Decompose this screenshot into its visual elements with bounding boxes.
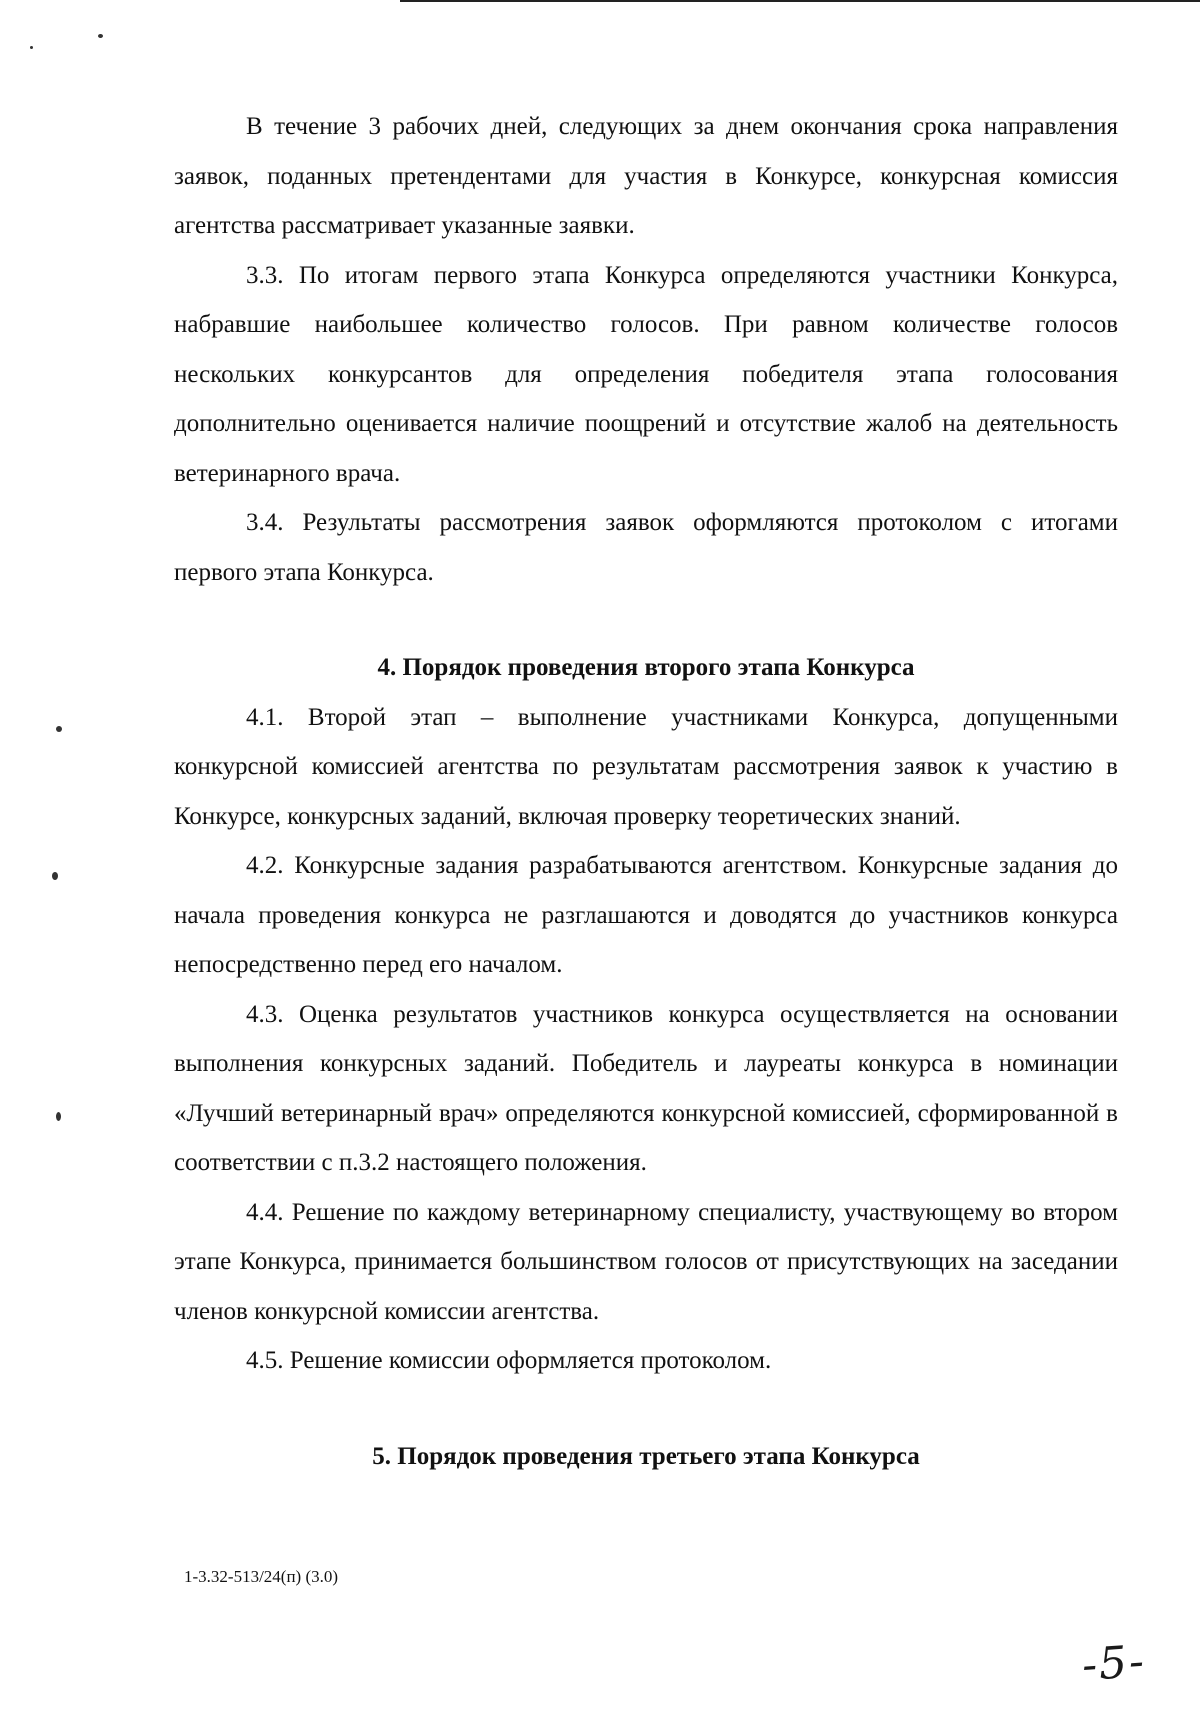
paragraph-3-4: 3.4. Результаты рассмотрения заявок оформляются протоколом с итогами первого этапа Конкурса.: [174, 509, 1118, 586]
paragraph-4-1: 4.1. Второй этап – выполнение участниками Конкурса, допущенными конкурсной комиссией агентства по результатам рассмотрения заявок к участию в Конкурсе, конкурсных заданий, включая проверку теоретических знаний.: [174, 703, 1118, 830]
paragraph-4-2: 4.2. Конкурсные задания разрабатываются агентством. Конкурсные задания до начала проведения конкурса не разглашаются и доводятся до участников конкурса непосредственно перед его началом.: [174, 852, 1118, 978]
paragraph-4-5: 4.5. Решение комиссии оформляется протоколом.: [246, 1347, 772, 1374]
paragraph-4-4: 4.4. Решение по каждому ветеринарному специалисту, участвующему во втором этапе Конкурса, принимается большинством голосов от присутствующих на заседании членов конкурсной комиссии агентства.: [174, 1198, 1118, 1325]
scan-speck: [56, 1112, 61, 1121]
scan-speck: [30, 46, 33, 49]
scan-speck: [98, 34, 103, 38]
paragraph-4-3: 4.3. Оценка результатов участников конкурса осуществляется на основании выполнения конкурсных заданий. Победитель и лауреаты конкурса в номинации «Лучший ветеринарный врач» определяются конкурсной комиссией, сформированной в соответствии с п.3.2 настоящего положения.: [174, 1000, 1118, 1176]
scan-speck: [52, 872, 58, 880]
paragraph-3-3: 3.3. По итогам первого этапа Конкурса определяются участники Конкурса, набравшие наибольшее количество голосов. При равном количестве голосов нескольких конкурсантов для определения победителя этапа голосования дополнительно оценивается наличие поощрений и отсутствие жалоб на деятельность ветеринарного врача.: [174, 261, 1118, 487]
top-border-line: [400, 0, 1200, 2]
handwritten-page-number: -5-: [1080, 1635, 1148, 1692]
section-heading-4: 4. Порядок проведения второго этапа Конкурса: [377, 654, 915, 681]
document-code: 1-3.32-513/24(п) (3.0): [184, 1567, 339, 1586]
scan-speck: [56, 726, 62, 732]
section-heading-5: 5. Порядок проведения третьего этапа Конкурса: [372, 1442, 920, 1470]
paragraph-intro: В течение 3 рабочих дней, следующих за днем окончания срока направления заявок, поданных претендентами для участия в Конкурсе, конкурсная комиссия агентства рассматривает указанные заявки.: [174, 113, 1118, 239]
document-body: [174, 102, 1118, 1481]
